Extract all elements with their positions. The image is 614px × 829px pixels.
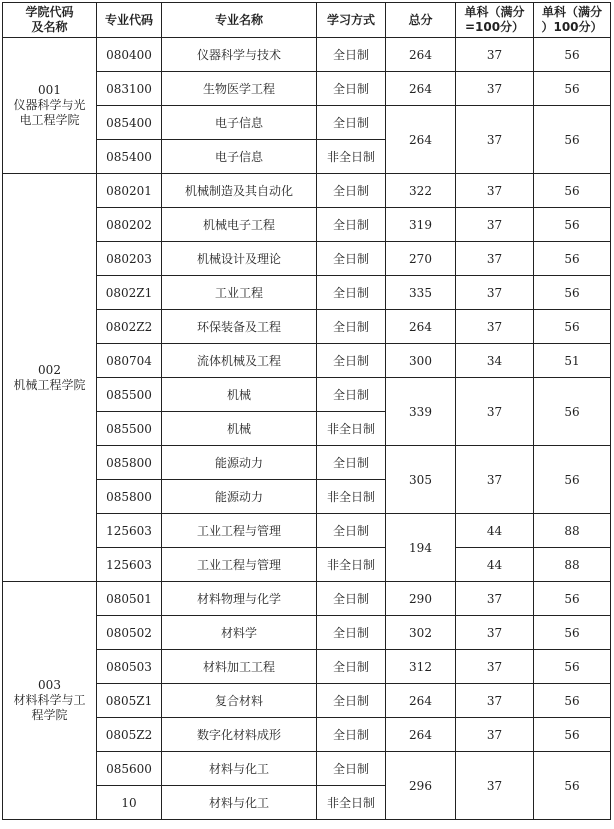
total-score: 312	[386, 650, 456, 684]
total-score: 335	[386, 276, 456, 310]
study-mode: 非全日制	[317, 140, 386, 174]
study-mode: 全日制	[317, 684, 386, 718]
single-100-score: 37	[456, 208, 534, 242]
single-100-score: 37	[456, 684, 534, 718]
single-150-score: 56	[534, 582, 611, 616]
major-name: 材料加工工程	[162, 650, 317, 684]
study-mode: 全日制	[317, 446, 386, 480]
single-150-score: 56	[534, 684, 611, 718]
single-150-score: 56	[534, 208, 611, 242]
total-score: 264	[386, 72, 456, 106]
major-name: 工业工程与管理	[162, 514, 317, 548]
single-150-score: 56	[534, 174, 611, 208]
header-row	[3, 3, 611, 38]
major-code: 0802Z1	[97, 276, 162, 310]
header-single-100: 单科（满分 =100分）	[456, 3, 534, 38]
single-150-score: 56	[534, 38, 611, 72]
major-name: 能源动力	[162, 446, 317, 480]
major-code: 125603	[97, 514, 162, 548]
major-name: 机械电子工程	[162, 208, 317, 242]
total-score: 300	[386, 344, 456, 378]
single-100-score: 37	[456, 174, 534, 208]
major-code: 080502	[97, 616, 162, 650]
header-major-code: 专业代码	[97, 3, 162, 38]
single-100-score: 37	[456, 378, 534, 446]
study-mode: 全日制	[317, 38, 386, 72]
major-code: 080704	[97, 344, 162, 378]
single-100-score: 44	[456, 514, 534, 548]
total-score: 305	[386, 446, 456, 514]
major-name: 能源动力	[162, 480, 317, 514]
header-single-150: 单科（满分 ）100分）	[534, 3, 611, 38]
single-150-score: 56	[534, 616, 611, 650]
header-study-mode: 学习方式	[317, 3, 386, 38]
total-score: 264	[386, 684, 456, 718]
total-score: 290	[386, 582, 456, 616]
major-name: 材料学	[162, 616, 317, 650]
single-150-score: 56	[534, 276, 611, 310]
major-name: 工业工程与管理	[162, 548, 317, 582]
major-code: 085500	[97, 412, 162, 446]
single-100-score: 37	[456, 616, 534, 650]
major-name: 流体机械及工程	[162, 344, 317, 378]
table-row	[3, 38, 611, 72]
study-mode: 全日制	[317, 752, 386, 786]
total-score: 264	[386, 38, 456, 72]
study-mode: 全日制	[317, 174, 386, 208]
single-150-score: 56	[534, 242, 611, 276]
college-cell: 003 材料科学与工 程学院	[3, 582, 97, 820]
single-100-score: 37	[456, 106, 534, 174]
major-name: 机械	[162, 412, 317, 446]
college-cell: 002 机械工程学院	[3, 174, 97, 582]
major-name: 机械设计及理论	[162, 242, 317, 276]
major-name: 机械制造及其自动化	[162, 174, 317, 208]
single-100-score: 37	[456, 276, 534, 310]
major-code: 085800	[97, 446, 162, 480]
single-150-score: 56	[534, 106, 611, 174]
study-mode: 全日制	[317, 718, 386, 752]
total-score: 302	[386, 616, 456, 650]
major-name: 材料与化工	[162, 752, 317, 786]
major-code: 10	[97, 786, 162, 820]
major-name: 材料与化工	[162, 786, 317, 820]
single-150-score: 88	[534, 548, 611, 582]
study-mode: 全日制	[317, 650, 386, 684]
major-code: 125603	[97, 548, 162, 582]
single-150-score: 56	[534, 446, 611, 514]
single-100-score: 37	[456, 718, 534, 752]
study-mode: 全日制	[317, 582, 386, 616]
study-mode: 非全日制	[317, 548, 386, 582]
table-row	[3, 582, 611, 616]
single-150-score: 56	[534, 650, 611, 684]
major-name: 生物医学工程	[162, 72, 317, 106]
major-code: 085400	[97, 106, 162, 140]
single-150-score: 56	[534, 378, 611, 446]
major-code: 080501	[97, 582, 162, 616]
major-code: 085400	[97, 140, 162, 174]
major-code: 083100	[97, 72, 162, 106]
major-code: 085600	[97, 752, 162, 786]
total-score: 296	[386, 752, 456, 820]
major-name: 材料物理与化学	[162, 582, 317, 616]
total-score: 322	[386, 174, 456, 208]
study-mode: 全日制	[317, 276, 386, 310]
major-name: 复合材料	[162, 684, 317, 718]
major-code: 085500	[97, 378, 162, 412]
total-score: 319	[386, 208, 456, 242]
major-code: 080503	[97, 650, 162, 684]
major-name: 电子信息	[162, 140, 317, 174]
major-name: 工业工程	[162, 276, 317, 310]
study-mode: 非全日制	[317, 786, 386, 820]
single-100-score: 37	[456, 752, 534, 820]
single-100-score: 37	[456, 582, 534, 616]
total-score: 339	[386, 378, 456, 446]
single-100-score: 37	[456, 242, 534, 276]
study-mode: 全日制	[317, 344, 386, 378]
single-100-score: 37	[456, 650, 534, 684]
major-code: 085800	[97, 480, 162, 514]
total-score: 264	[386, 106, 456, 174]
study-mode: 全日制	[317, 72, 386, 106]
study-mode: 非全日制	[317, 412, 386, 446]
single-100-score: 44	[456, 548, 534, 582]
single-150-score: 56	[534, 310, 611, 344]
total-score: 194	[386, 514, 456, 582]
header-college: 学院代码 及名称	[3, 3, 97, 38]
score-table	[2, 2, 611, 820]
study-mode: 全日制	[317, 242, 386, 276]
single-150-score: 56	[534, 72, 611, 106]
major-code: 0802Z2	[97, 310, 162, 344]
major-code: 080203	[97, 242, 162, 276]
total-score: 270	[386, 242, 456, 276]
study-mode: 全日制	[317, 310, 386, 344]
single-150-score: 56	[534, 752, 611, 820]
study-mode: 全日制	[317, 378, 386, 412]
single-150-score: 51	[534, 344, 611, 378]
major-name: 数字化材料成形	[162, 718, 317, 752]
total-score: 264	[386, 310, 456, 344]
single-150-score: 56	[534, 718, 611, 752]
single-100-score: 37	[456, 310, 534, 344]
major-name: 电子信息	[162, 106, 317, 140]
major-code: 080201	[97, 174, 162, 208]
total-score: 264	[386, 718, 456, 752]
major-code: 0805Z1	[97, 684, 162, 718]
header-major-name: 专业名称	[162, 3, 317, 38]
major-name: 机械	[162, 378, 317, 412]
study-mode: 非全日制	[317, 480, 386, 514]
major-code: 0805Z2	[97, 718, 162, 752]
study-mode: 全日制	[317, 616, 386, 650]
major-name: 环保装备及工程	[162, 310, 317, 344]
single-100-score: 37	[456, 446, 534, 514]
header-total: 总分	[386, 3, 456, 38]
major-code: 080400	[97, 38, 162, 72]
major-name: 仪器科学与技术	[162, 38, 317, 72]
single-150-score: 88	[534, 514, 611, 548]
single-100-score: 37	[456, 72, 534, 106]
table-row	[3, 174, 611, 208]
college-cell: 001 仪器科学与光 电工程学院	[3, 38, 97, 174]
study-mode: 全日制	[317, 514, 386, 548]
single-100-score: 34	[456, 344, 534, 378]
single-100-score: 37	[456, 38, 534, 72]
study-mode: 全日制	[317, 106, 386, 140]
major-code: 080202	[97, 208, 162, 242]
study-mode: 全日制	[317, 208, 386, 242]
